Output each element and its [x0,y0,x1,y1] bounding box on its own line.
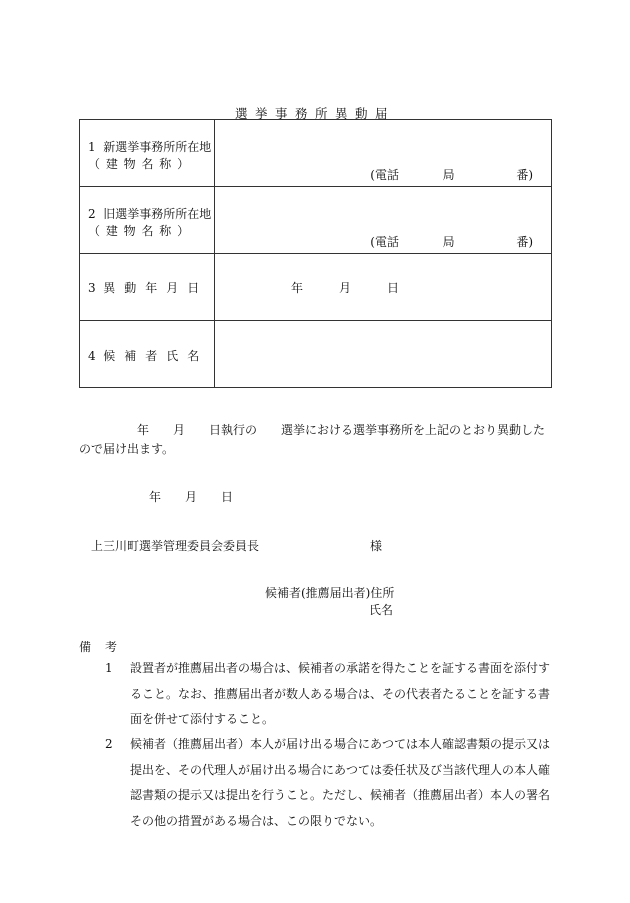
row-label-line1: 旧選挙事務所所在地 [103,207,212,221]
submit-year: 年 [149,490,162,504]
phone-open: (電話 [370,235,399,249]
row-number: 1 [88,140,96,154]
submitter-address-label: 候補者(推薦届出者)住所 [265,586,395,600]
row-number: 4 [88,349,96,363]
statement-year: 年 [137,423,150,437]
row-number: 2 [88,207,96,221]
addressee-name: 上三川町選挙管理委員会委員長 [91,539,260,553]
submit-month: 月 [185,490,198,504]
note-item-2 [105,732,555,834]
row-new-office [80,120,552,187]
statement-rest: 選挙における選挙事務所を上記のとおり異動したので届け出ます。 [79,423,546,456]
row-label [88,347,208,364]
statement-day: 日執行の [209,423,258,437]
row-label-line2: （ 建 物 名 称 ） [88,224,191,238]
document-title: 選挙事務所異動届 [234,106,395,121]
old-office-address-field[interactable] [215,187,552,254]
addressee-honorific: 様 [370,539,383,553]
form-table [79,119,552,388]
candidate-name-field[interactable] [215,321,552,388]
notes-heading: 備考 [79,640,132,654]
label-cell [80,187,215,254]
date-year: 年 [291,281,304,295]
phone-kyoku: 局 [442,235,455,249]
phone-line [370,233,533,250]
label-cell [80,120,215,187]
phone-kyoku: 局 [442,168,455,182]
label-cell [80,321,215,388]
row-old-office [80,187,552,254]
note-number: 2 [105,737,113,751]
note-text: 設置者が推薦届出者の場合は、候補者の承諾を得たことを証する書面を添付すること。なお、推薦届出者が数人ある場合は、その代表者たることを証する書面を併せて添付すること。 [130,661,551,726]
date-month: 月 [339,281,352,295]
row-label [88,138,211,155]
statement-paragraph [79,421,553,459]
phone-ban: 番) [516,235,533,249]
row-label [88,279,208,296]
statement-month: 月 [173,423,186,437]
submit-day: 日 [221,490,234,504]
row-label-line1: 新選挙事務所所在地 [103,140,212,154]
row-number: 3 [88,281,96,295]
submitter-name-label: 氏名 [369,603,394,617]
phone-ban: 番) [516,168,533,182]
phone-open: (電話 [370,168,399,182]
row-label-text: 異動年月日 [103,281,209,295]
row-change-date [80,254,552,321]
new-office-address-field[interactable] [215,120,552,187]
row-label [88,205,211,222]
note-item-1 [105,656,555,733]
row-label-text: 候補者氏名 [103,349,209,363]
note-text: 候補者（推薦届出者）本人が届け出る場合にあつては本人確認書類の提示又は提出を、その代理人が届け出る場合にあつては委任状及び当該代理人の本人確認書類の提示又は提出を行うこと。ただし、候補者（推薦届出者）本人の署名その他の措置がある場合は、この限りでない。 [130,737,551,828]
date-day: 日 [387,281,400,295]
row-label-line2: （ 建 物 名 称 ） [88,157,191,171]
phone-line [370,166,533,183]
change-date-field[interactable] [215,254,552,321]
row-candidate-name [80,321,552,388]
note-number: 1 [105,661,113,675]
label-cell [80,254,215,321]
